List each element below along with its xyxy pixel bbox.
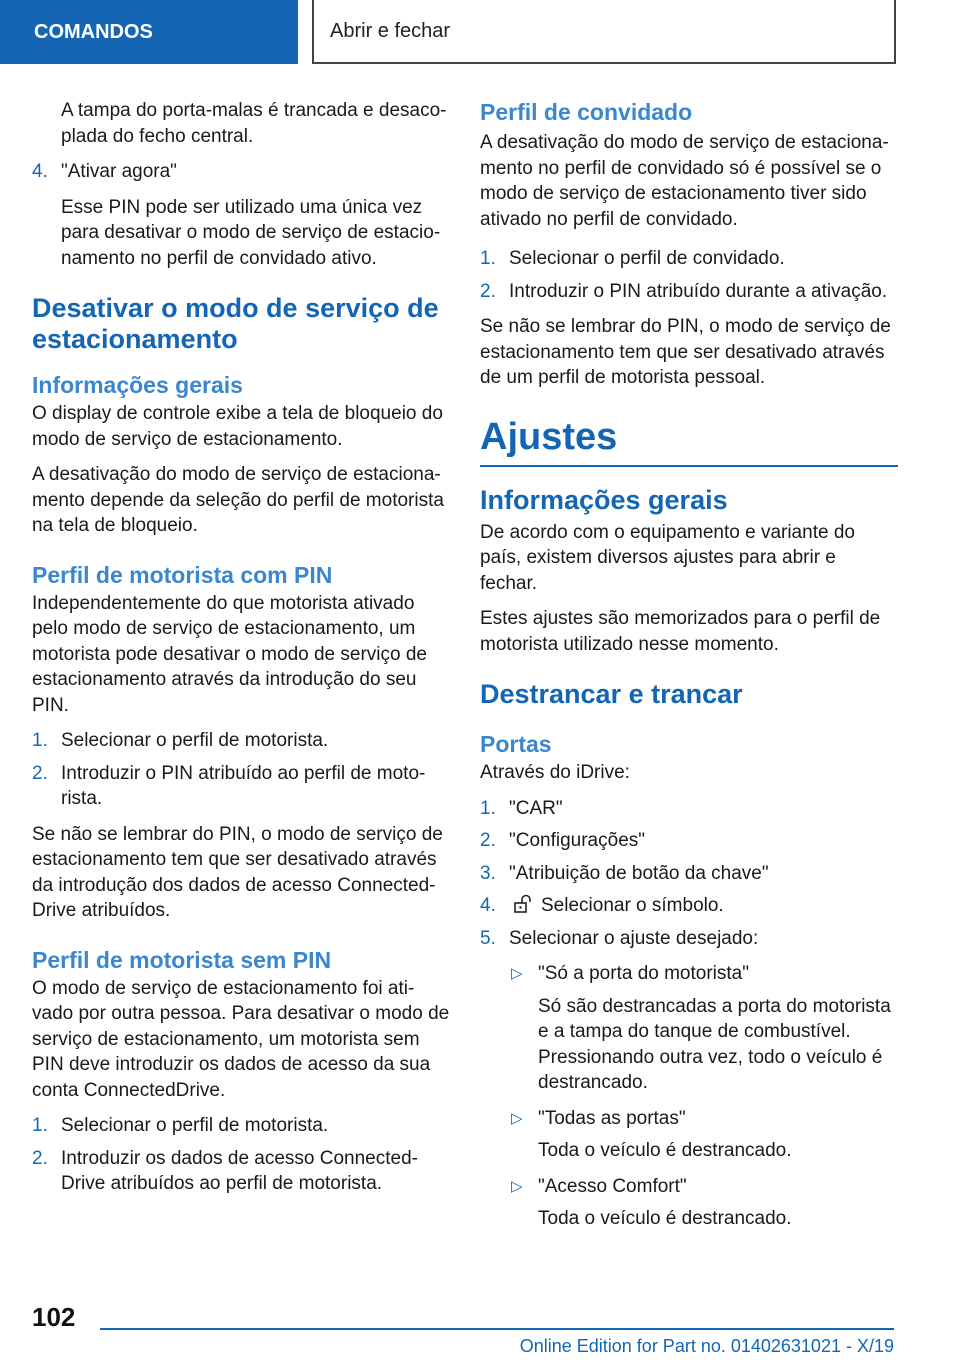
paragraph: Se não se lembrar do PIN, o modo de serviço de estacionamento tem que ser desativado através da introdução dos dados de acesso Connected- Drive atribuídos. bbox=[32, 823, 443, 921]
option-description: Toda o veículo é destrancado. bbox=[538, 1208, 792, 1229]
continued-list bbox=[32, 159, 450, 185]
option-item bbox=[509, 961, 898, 987]
list-item bbox=[32, 728, 450, 754]
list-text: Selecionar o símbolo. bbox=[541, 895, 724, 916]
chapter-title: Abrir e fechar bbox=[330, 19, 451, 42]
paragraph: Estes ajustes são memorizados para o perfil de motorista utilizado nesse momento. bbox=[480, 608, 881, 655]
section-title: COMANDOS bbox=[34, 20, 153, 43]
page-number: 102 bbox=[32, 1302, 76, 1332]
list-number: 4. bbox=[32, 161, 48, 182]
footer-rule bbox=[100, 1328, 894, 1330]
list-text: Selecionar o perfil de motorista. bbox=[61, 1115, 329, 1136]
list-text: Selecionar o perfil de convidado. bbox=[509, 248, 785, 269]
paragraph: Se não se lembrar do PIN, o modo de serviço de estacionamento tem que ser desativado através de um perfil de motorista pessoal. bbox=[480, 316, 891, 388]
list-item bbox=[32, 1113, 450, 1139]
triangle-bullet-icon: ▷ bbox=[511, 1177, 523, 1195]
option-label: "Acesso Comfort" bbox=[538, 1175, 687, 1197]
heading-with-pin: Perfil de motorista com PIN bbox=[32, 561, 333, 588]
heading-general-info: Informações gerais bbox=[32, 372, 243, 398]
list-number: 1. bbox=[480, 248, 496, 269]
list-item bbox=[480, 796, 898, 822]
paragraph: A desativação do modo de serviço de estaciona- mento depende da seleção do perfil de motorista na tela de bloqueio. bbox=[32, 464, 444, 536]
list-text: Introduzir os dados de acesso Connected- Drive atribuídos ao perfil de motorista. bbox=[61, 1147, 418, 1194]
list-number: 4. bbox=[480, 895, 496, 916]
list-item bbox=[32, 159, 450, 185]
paragraph: O modo de serviço de estacionamento foi ati- vado por outra pessoa. Para desativar o modo de serviço de estacionamento, um motorista sem PIN deve introduzir os dados de acesso da sua conta ConnectedDrive. bbox=[32, 977, 450, 1101]
heading-general-info: Informações gerais bbox=[480, 484, 728, 515]
list-number: 2. bbox=[480, 830, 496, 851]
option-label: "Só a porta do motorista" bbox=[538, 963, 749, 984]
list-text: "Atribuição de botão da chave" bbox=[509, 862, 769, 884]
list-text: Selecionar o ajuste desejado: bbox=[509, 927, 759, 949]
list-text: Selecionar o perfil de motorista. bbox=[61, 730, 329, 751]
list-text: "Configurações" bbox=[509, 830, 646, 851]
list-text: "Ativar agora" bbox=[61, 161, 177, 182]
heading-without-pin: Perfil de motorista sem PIN bbox=[32, 946, 332, 973]
paragraph: A desativação do modo de serviço de estaciona- mento no perfil de convidado só é possível se o modo de serviço de estacionamento tiver sido ativado no perfil de convidado. bbox=[480, 132, 889, 230]
option-description: Só são destrancadas a porta do motorista e a tampa do tanque de combustível. Pressionando outra vez, todo o veículo é destrancado. bbox=[538, 995, 891, 1093]
list-item bbox=[480, 926, 898, 952]
heading-guest-profile: Perfil de convidado bbox=[480, 99, 693, 125]
list-number: 2. bbox=[32, 1147, 48, 1169]
heading-unlock-lock: Destrancar e trancar bbox=[480, 679, 743, 709]
numbered-list bbox=[32, 1113, 450, 1197]
list-item bbox=[480, 279, 898, 305]
numbered-list bbox=[32, 728, 450, 812]
list-number: 2. bbox=[32, 762, 48, 784]
list-number: 2. bbox=[480, 280, 496, 302]
list-item bbox=[480, 893, 898, 919]
list-text: "CAR" bbox=[509, 797, 563, 819]
option-label: "Todas as portas" bbox=[538, 1107, 686, 1129]
edition-note: Online Edition for Part no. 01402631021 - X/19 bbox=[519, 1336, 894, 1356]
left-column bbox=[32, 98, 450, 1207]
list-text: Introduzir o PIN atribuído ao perfil de moto- rista. bbox=[61, 762, 426, 809]
right-column bbox=[480, 98, 898, 1242]
paragraph: De acordo com o equipamento e variante do país, existem diversos ajustes para abrir e fechar. bbox=[480, 521, 855, 594]
list-item bbox=[32, 1146, 450, 1197]
paragraph: Independentemente do que motorista ativado pelo modo de serviço de estacionamento, um motorista pode desativar o modo de serviço de estacionamento através da introdução do seu PIN. bbox=[32, 592, 427, 716]
paragraph: O display de controle exibe a tela de bloqueio do modo de serviço de estacionamento. bbox=[32, 403, 443, 450]
section-tab bbox=[0, 0, 298, 64]
list-number: 1. bbox=[32, 730, 48, 751]
item-note: Esse PIN pode ser utilizado uma única vez para desativar o modo de serviço de estacio- namento no perfil de convidado ativo. bbox=[61, 196, 441, 269]
list-item bbox=[480, 861, 898, 887]
heading-doors: Portas bbox=[480, 731, 552, 757]
heading-deactivate: Desativar o modo de serviço de estacionamento bbox=[32, 293, 439, 354]
triangle-bullet-icon: ▷ bbox=[511, 1109, 523, 1127]
heading-rule bbox=[480, 465, 898, 467]
list-item bbox=[32, 761, 450, 812]
list-number: 5. bbox=[480, 927, 496, 949]
options-list bbox=[480, 961, 898, 1232]
steps-list bbox=[480, 796, 898, 952]
unlock-icon bbox=[513, 894, 535, 914]
list-item bbox=[480, 246, 898, 272]
option-description: Toda o veículo é destrancado. bbox=[538, 1140, 792, 1161]
triangle-bullet-icon: ▷ bbox=[511, 965, 523, 982]
continued-paragraph: A tampa do porta-malas é trancada e desaco- plada do fecho central. bbox=[61, 100, 447, 147]
list-number: 1. bbox=[480, 797, 496, 819]
option-item bbox=[509, 1106, 898, 1132]
list-item bbox=[480, 828, 898, 854]
option-item bbox=[509, 1174, 898, 1200]
list-number: 1. bbox=[32, 1115, 48, 1136]
list-text: Introduzir o PIN atribuído durante a ativação. bbox=[509, 280, 888, 302]
list-number: 3. bbox=[480, 862, 496, 884]
paragraph: Através do iDrive: bbox=[480, 762, 630, 783]
heading-settings: Ajustes bbox=[480, 415, 618, 458]
chapter-header bbox=[312, 0, 896, 64]
numbered-list bbox=[480, 246, 898, 304]
